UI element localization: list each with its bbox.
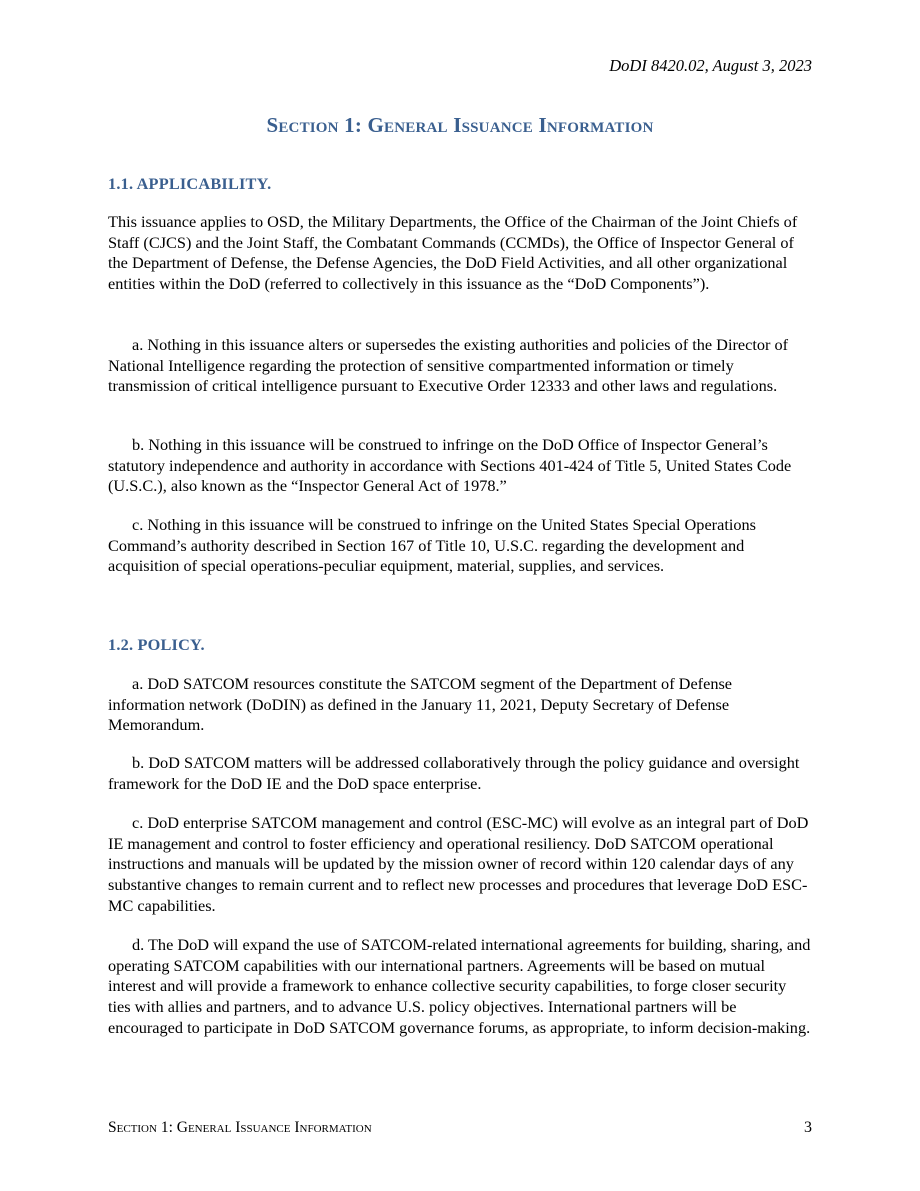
policy-a-block xyxy=(108,674,812,736)
policy-item-a: a. DoD SATCOM resources constitute the SATCOM segment of the Department of Defense information network (DoDIN) as defined in the January 11, 2021, Deputy Secretary of Defense Memorandum. xyxy=(108,674,733,735)
policy-c-block xyxy=(108,813,812,917)
footer-section-label: Section 1: General Issuance Information xyxy=(108,1119,372,1136)
applicability-item-c: c. Nothing in this issuance will be construed to infringe on the United States Special Operations Command’s authority described in Section 167 of Title 10, U.S.C. regarding the development and acquisition of special operations-peculiar equipment, material, supplies, and services. xyxy=(108,515,756,576)
applicability-c-block xyxy=(108,515,812,577)
policy-heading: 1.2. POLICY. xyxy=(108,635,205,654)
applicability-a-block xyxy=(108,335,812,397)
applicability-heading-block xyxy=(108,174,812,194)
policy-d-block xyxy=(108,935,812,1039)
policy-item-d: d. The DoD will expand the use of SATCOM-related international agreements for building, sharing, and operating SATCOM capabilities with our international partners. Agreements will be based on mutual interest and will provide a framework to enhance collective security capabilities, to forge closer security ties with allies and partners, and to advance U.S. policy objectives. International partners will be encouraged to participate in DoD SATCOM governance forums, as appropriate, to inform decision-making. xyxy=(108,935,811,1037)
applicability-b-block xyxy=(108,435,812,497)
policy-b-block xyxy=(108,753,812,794)
applicability-item-a: a. Nothing in this issuance alters or supersedes the existing authorities and policies of the Director of National Intelligence regarding the protection of sensitive compartmented information or timely transmission of critical intelligence pursuant to Executive Order 12333 and other laws and regulations. xyxy=(108,335,789,396)
section-title: Section 1: General Issuance Information xyxy=(266,113,654,137)
applicability-heading: 1.1. APPLICABILITY. xyxy=(108,174,272,193)
policy-heading-block xyxy=(108,635,812,655)
policy-item-b: b. DoD SATCOM matters will be addressed collaboratively through the policy guidance and oversight framework for the DoD IE and the DoD space enterprise. xyxy=(108,753,800,793)
applicability-intro: This issuance applies to OSD, the Military Departments, the Office of the Chairman of the Joint Chiefs of Staff (CJCS) and the Joint Staff, the Combatant Commands (CCMDs), the Office of Inspector General of the Department of Defense, the Defense Agencies, the DoD Field Activities, and all other organizational entities within the DoD (referred to collectively in this issuance as the “DoD Components”). xyxy=(108,212,798,294)
applicability-item-b: b. Nothing in this issuance will be construed to infringe on the DoD Office of Inspector General’s statutory independence and authority in accordance with Sections 401-424 of Title 5, United States Code (U.S.C.), also known as the “Inspector General Act of 1978.” xyxy=(108,435,792,496)
policy-item-c: c. DoD enterprise SATCOM management and control (ESC-MC) will evolve as an integral part of DoD IE management and control to foster efficiency and operational resiliency. DoD SATCOM operational instructions and manuals will be updated by the mission owner of record within 120 calendar days of any substantive changes to remain current and to reflect new processes and procedures that leverage DoD ESC-MC capabilities. xyxy=(108,813,809,915)
page-number: 3 xyxy=(804,1119,812,1136)
applicability-intro-block xyxy=(108,212,812,295)
document-reference: DoDI 8420.02, August 3, 2023 xyxy=(609,56,812,75)
